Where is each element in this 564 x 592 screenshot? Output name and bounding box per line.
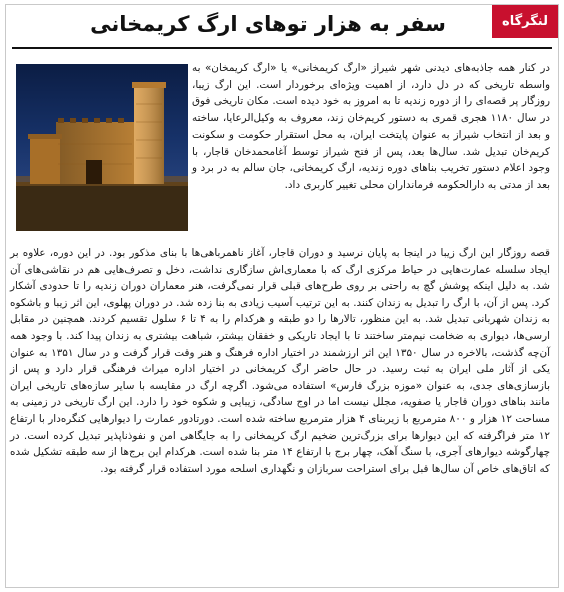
article-body-paragraph: قصه روزگار این ارگ زیبا در اینجا به پایان نرسید و دوران قاجار، آغاز ناهمرباهی‌ها با بنای مذکور بود. در این دوره، علاوه بر ایجاد سلسله عمارت‌هایی در حیاط مرکزی ارگ که با معماری‌اش سازگاری نداشت، دخل و تصرف‌هایی هم در نقاشی‌های آن شد. به دلیل اینکه پوشش گچ به راحتی بر روی طرح‌های قبلی قرار نمی‌گرفت، هنر معماران دوران زندیه را تا حدودی آشکار کرد. پس از آن، با ارگ را تبدیل به زندان کنند. به این ترتیب آسیب زیادی به بنا زده شد. در دوران پهلوی، این اثر زیبا و باشکوه به زندان شهربانی تبدیل شد. به این منظور، تالارها را دو طبقه و هرکدام را به ۴ تا ۶ سلول تقسیم کردند. همچنین در مقابل ارسی‌ها، دیواری به ضخامت نیم‌متر ساختند تا با ایجاد تاریکی و خفقان بیشتر، شباهت بیشتری به زندان پیدا کند. با وجود همه آن‌چه گذشت، بالاخره در سال ۱۳۵۰ این اثر ارزشمند در اختیار اداره فرهنگ و هنر وقت قرار گرفت و در سال ۱۳۵۱ به عنوان یکی از آثار ملی ایران به ثبت رسید. در حال حاضر ارگ کریمخانی در اختیار اداره میراث فرهنگی قرار دارد و پس از بازسازی‌های جدی، به عنوان «موزه بزرگ فارس» استفاده می‌شود. اگرچه ارگ در مقایسه با سایر سازه‌های تاریخی ایران مانند بناهای دوران قاجار یا صفویه، مجلل نیست اما در اوج سادگی، زیبایی و شکوه خود را دارد. این ارگ تاریخی در زمینی به مساحت ۱۲ هزار و ۸۰۰ مترمربع با زیربنای ۴ هزار مترمربع ساخته شده است. دورتادور عمارت را دیوارهایی کنگره‌دار با ارتفاع ۱۲ متر فراگرفته که این دیوارها برای بزرگ‌ترین ضخیم ارگ کریمخانی را به جایگاهی امن و نفوذناپذیر تبدیل کرده است. در چهارگوشه دیوارهای آجری، با سنگ آهک، چهار برج با ارتفاع ۱۴ متر بنا شده است. هرکدام این برج‌ها از سه طبقه تشکیل شده که اتاق‌های خاص آن سال‌ها قبل برای استراحت سربازان و نگهداری اسلحه مورد استفاده قرار گرفته بود.	[10, 247, 551, 475]
article-headline: سفر به هزار توهای ارگ کریمخانی	[90, 12, 446, 36]
article-lead-paragraph: در کنار همه جاذبه‌های دیدنی شهر شیراز «ارگ کریمخانی» یا «ارگ کریمخان» به واسطه تاریخی که در دل دارد، از اهمیت ویژه‌ای برخوردار است. این ارگ زیبا، روزگار پر قصه‌ای را از دوره زندیه تا به امروز به خود دیده است. مکان تاریخی فوق در سال ۱۱۸۰ هجری قمری به دستور کریم‌خان زند، معروف به وکیل‌الرعایا، ساخته و بعد از انتخاب شیراز به عنوان پایتخت ایران، به محل استقرار حکومت و سکونت کریم‌خان تبدیل شد. سال‌ها بعد، پس از فتح شیراز توسط آغامحمدخان قاجار، با وجود اعلام دستور تخریب بناهای دوره زندیه، ارگ کریمخانی، جان سالم به در برد و بعد از مدتی به دارالحکومه فرمانداران محلی تغییر کاربری داد.	[192, 62, 550, 191]
arg-karimkhani-photo	[16, 64, 188, 231]
section-tag: لنگرگاه	[492, 5, 558, 38]
article-frame	[5, 4, 559, 588]
gate	[86, 160, 102, 184]
tower-crown	[132, 82, 166, 88]
side-tower	[30, 138, 60, 184]
tower-shading	[134, 86, 164, 184]
headline-divider	[12, 47, 552, 49]
side-tower-crown	[28, 134, 62, 139]
citadel-illustration	[16, 64, 188, 231]
ground	[16, 182, 188, 231]
